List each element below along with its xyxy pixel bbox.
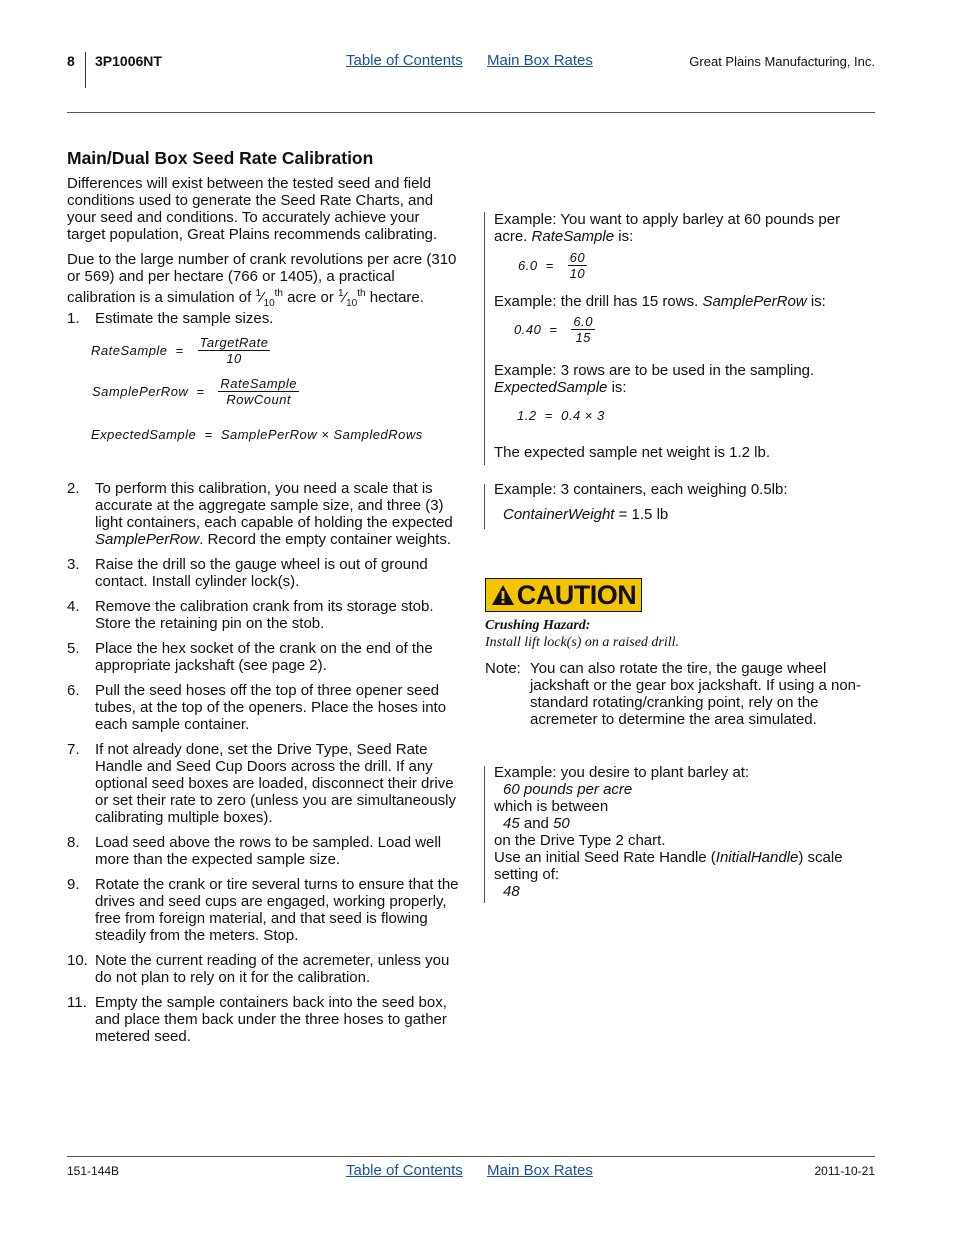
hazard-title: Crushing Hazard: (485, 618, 591, 633)
caution-label: CAUTION (485, 578, 642, 612)
rate-sample-formula: RateSample = $\frac{\text{TargetRate}}{10}$ (91, 335, 269, 366)
footer-toc-link[interactable]: Table of Contents (346, 1162, 463, 1179)
header-divider (85, 52, 86, 88)
steps-list-1 (67, 310, 459, 335)
list-item: 6. Pull the seed hoses off the top of three opener seed tubes, at the top of the openers. Place the hoses into each sample container. (67, 682, 447, 733)
main-box-rates-link[interactable]: Main Box Rates (487, 52, 593, 69)
list-item: 11. Empty the sample containers back into the seed box, and place them back under the three hoses to gather metered seed. (67, 994, 447, 1045)
list-item: 1. Estimate the sample sizes. (67, 310, 274, 327)
toc-link[interactable]: Table of Contents (346, 52, 463, 69)
example-container-weight: ContainerWeight = 1.5 lb (503, 506, 669, 523)
note-text: You can also rotate the tire, the gauge wheel jackshaft or the gear box jackshaft. If using a non-standard rotating/cranking point, rely on the acremeter to determine the area simulated. (530, 660, 862, 728)
page-number: 8 (67, 53, 75, 69)
company-name: Great Plains Manufacturing, Inc. (689, 54, 875, 69)
list-item: 5. Place the hex socket of the crank on the end of the appropriate jackshaft (see page 2). (67, 640, 433, 674)
example-expected-sample: Example: 3 rows are to be used in the sampling. ExpectedSample is: (494, 362, 815, 396)
example-sample-per-row-formula: 0.40 = $\frac{6.0}{15}$ (514, 314, 593, 345)
hazard-text: Install lift lock(s) on a raised drill. (485, 635, 680, 650)
example-rate-sample: Example: You want to apply barley at 60 pounds per acre. RateSample is: (494, 211, 841, 245)
example-expected-sample-formula: 1.2 = 0.4 × 3 (517, 408, 605, 423)
intro-paragraph: Differences will exist between the tested seed and field conditions used to generate the Seed Rate Charts, and your seed and conditions. To accurately achieve your target population, Great Plains recommends calibrating. (67, 175, 438, 243)
list-item: 8. Load seed above the rows to be sampled. Load well more than the expected sample size. (67, 834, 442, 868)
example-plant-barley: Example: you desire to plant barley at: 60 pounds per acre which is between 45 and 50 on the Drive Type 2 chart. Use an initial Seed Rate Handle (InitialHandle) scale setting of: 48 (494, 764, 843, 900)
expected-sample-formula: ExpectedSample = SamplePerRow × SampledRows (91, 427, 423, 442)
footer-rule (67, 1156, 875, 1157)
footer-main-box-rates-link[interactable]: Main Box Rates (487, 1162, 593, 1179)
list-item: 9. Rotate the crank or tire several turns to ensure that the drives and seed cups are engaged, working properly, free from foreign material, and that seed is flowing steadily from the meters. Stop. (67, 876, 459, 944)
example-bar-3 (484, 766, 485, 903)
sample-per-row-formula: SamplePerRow = $\frac{\text{RateSample}}{\text{RowCount}}$ (92, 376, 297, 407)
list-item: 4. Remove the calibration crank from its storage stob. Store the retaining pin on the stob. (67, 598, 434, 632)
list-item: 7. If not already done, set the Drive Type, Seed Rate Handle and Seed Cup Doors across the drill. If any optional seed boxes are loaded, disconnect their drive or set their rate to zero (unless you are simultaneously calibrating multiple boxes). (67, 741, 457, 826)
steps-list-2 (67, 480, 459, 1053)
example-bar-1 (484, 212, 485, 465)
note-label: Note: (485, 660, 521, 677)
footer-doc-code: 151-144B (67, 1164, 120, 1178)
intro-paragraph-2: Due to the large number of crank revolutions per acre (310 or 569) and per hectare (766 or 1405), a practical calibration is a simulation of $^1⁄_{10}^{th}$ acre or $^1⁄_{10}^{th}$ hectare. (67, 251, 457, 309)
example-bar-2 (484, 484, 485, 529)
warning-icon (491, 584, 515, 606)
example-expected-result: The expected sample net weight is 1.2 lb. (494, 444, 770, 461)
doc-id: 3P1006NT (95, 53, 162, 69)
example-containers: Example: 3 containers, each weighing 0.5lb: (494, 481, 788, 498)
list-item: 2. To perform this calibration, you need a scale that is accurate at the aggregate sample size, and three (3) light containers, each capable of holding the expected SamplePerRow. Record the empty container weights. (67, 480, 453, 548)
header-rule (67, 112, 875, 113)
list-item: 3. Raise the drill so the gauge wheel is out of ground contact. Install cylinder lock(s). (67, 556, 428, 590)
example-sample-per-row: Example: the drill has 15 rows. SamplePerRow is: (494, 293, 826, 310)
list-item: 10. Note the current reading of the acremeter, unless you do not plan to rely on it for the calibration. (67, 952, 450, 986)
example-rate-sample-formula: 6.0 = $\frac{60}{10}$ (518, 250, 586, 281)
footer-date: 2011-10-21 (814, 1164, 875, 1178)
section-title: Main/Dual Box Seed Rate Calibration (67, 148, 374, 168)
